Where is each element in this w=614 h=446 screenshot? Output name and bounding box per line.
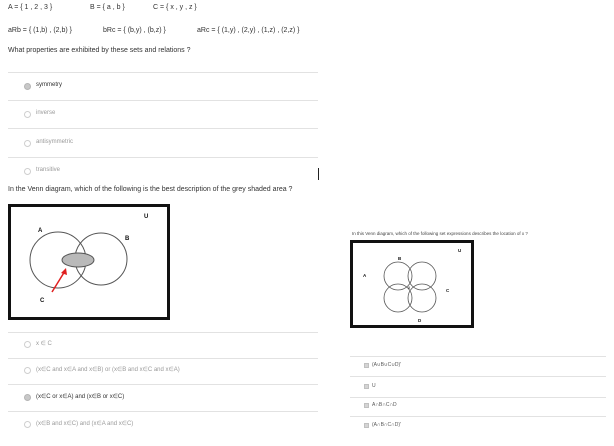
- q3-option-3[interactable]: [364, 401, 604, 413]
- venn-label-a: A: [38, 228, 43, 234]
- radio-button[interactable]: [24, 394, 31, 401]
- q1-option-symmetry[interactable]: [24, 82, 318, 94]
- q3-option-4[interactable]: [364, 421, 604, 433]
- divider: [350, 397, 606, 398]
- divider: [8, 384, 318, 385]
- venn-universe-box: [352, 242, 473, 327]
- divider: [8, 332, 318, 333]
- option-label: (x∈C or x∈A) and (x∈B or x∈C): [36, 394, 125, 400]
- q3-option-1[interactable]: [364, 361, 604, 373]
- q2-option-3[interactable]: [24, 393, 318, 405]
- option-label: (A∩B∩C∩D)': [372, 422, 401, 428]
- relation-arb: aRb = { (1,b) , (2,b) }: [8, 27, 73, 34]
- question-3-text: In this Venn diagram, which of the following set expressions describes the location of x ?: [352, 231, 528, 236]
- divider: [8, 72, 318, 73]
- checkbox[interactable]: [364, 403, 369, 408]
- radio-button[interactable]: [24, 111, 31, 118]
- option-label: antisymmetric: [36, 139, 74, 145]
- option-label: transitive: [36, 167, 61, 173]
- q1-option-antisymmetric[interactable]: [24, 139, 318, 151]
- checkbox[interactable]: [364, 384, 369, 389]
- option-label: inverse: [36, 110, 56, 116]
- venn-diagram-three-sets: [8, 204, 170, 320]
- venn-label-u: U: [144, 214, 149, 220]
- divider: [350, 416, 606, 417]
- divider: [8, 100, 318, 101]
- q3-option-2[interactable]: [364, 382, 604, 394]
- venn-label-a: A: [363, 273, 367, 278]
- option-label: symmetry: [36, 82, 62, 88]
- q2-option-2[interactable]: [24, 366, 318, 378]
- divider: [8, 157, 318, 158]
- divider: [350, 356, 606, 357]
- option-label: (x∈C and x∈A and x∈B) or (x∈B and x∈C and x∈A): [36, 367, 180, 373]
- radio-button[interactable]: [24, 83, 31, 90]
- venn-label-b: B: [398, 256, 402, 261]
- checkbox[interactable]: [364, 363, 369, 368]
- relation-brc: bRc = { (b,y) , (b,z) }: [103, 27, 166, 34]
- radio-button[interactable]: [24, 421, 31, 428]
- q2-option-4[interactable]: [24, 420, 318, 432]
- venn-label-c: C: [446, 288, 450, 293]
- set-b-definition: B = { a , b }: [90, 4, 125, 11]
- question-1-text: What properties are exhibited by these sets and relations ?: [8, 47, 191, 54]
- option-label: A∩B∩C∩D: [372, 402, 397, 408]
- divider: [8, 411, 318, 412]
- q1-option-transitive[interactable]: [24, 167, 318, 179]
- text-cursor: [318, 168, 319, 180]
- option-label: (A∪B∪C∪D)': [372, 362, 402, 368]
- venn-label-x: x: [408, 285, 411, 290]
- radio-button[interactable]: [24, 140, 31, 147]
- option-label: (x∈B and x∈C) and (x∈A and x∈C): [36, 421, 134, 427]
- option-label: x ∈ C: [36, 341, 52, 347]
- option-label: U: [372, 383, 376, 389]
- divider: [8, 358, 318, 359]
- q1-option-inverse[interactable]: [24, 110, 318, 122]
- radio-button[interactable]: [24, 367, 31, 374]
- set-c-definition: C = { x , y , z }: [153, 4, 197, 11]
- radio-button[interactable]: [24, 168, 31, 175]
- venn-label-b: B: [125, 236, 130, 242]
- set-a-definition: A = { 1 , 2 , 3 }: [8, 4, 53, 11]
- question-2-text: In the Venn diagram, which of the following is the best description of the grey shaded area ?: [8, 186, 293, 193]
- divider: [8, 128, 318, 129]
- radio-button[interactable]: [24, 341, 31, 348]
- venn-shaded-area-c: [62, 253, 94, 267]
- venn-diagram-four-sets: [350, 240, 474, 328]
- relation-arc: aRc = { (1,y) , (2,y) , (1,z) , (2,z) }: [197, 27, 300, 34]
- venn-label-u: U: [458, 248, 462, 253]
- q2-option-1[interactable]: [24, 340, 318, 352]
- venn-label-d: D: [418, 318, 422, 323]
- venn-label-c: C: [40, 298, 45, 304]
- divider: [350, 376, 606, 377]
- checkbox[interactable]: [364, 423, 369, 428]
